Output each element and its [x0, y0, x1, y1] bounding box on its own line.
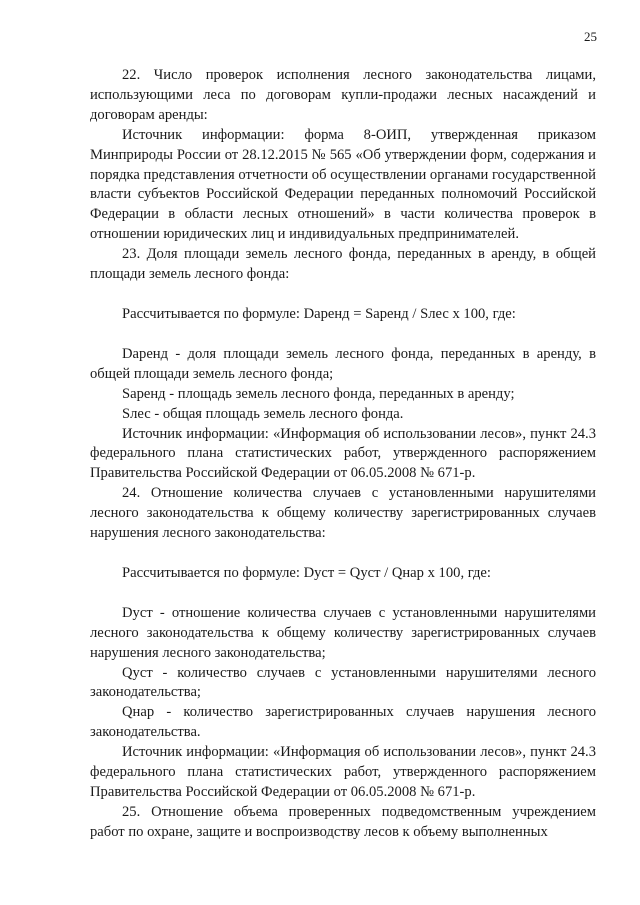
document-body	[90, 66, 596, 843]
paragraph-25-heading: 25. Отношение объема проверенных подведомственным учреждением работ по охране, защите и воспроизводству лесов к объему выполненных	[90, 803, 596, 840]
definition-q-ust: Qуст - количество случаев с установленными нарушителями лесного законодательства;	[90, 664, 596, 701]
paragraph-22-source: Источник информации: форма 8-ОИП, утвержденная приказом Минприроды России от 28.12.2015 № 565 «Об утверждении форм, содержания и порядка представления отчетности об осуществлении органами государственной власти субъектов Российской Федерации переданных полномочий Российской Федерации в области лесных отношений» в части количества проверок в отношении юридических лиц и индивидуальных предпринимателей.	[90, 126, 596, 243]
definition-d-arend: Dаренд - доля площади земель лесного фонда, переданных в аренду, в общей площади земель лесного фонда;	[90, 345, 596, 382]
paragraph-22-heading: 22. Число проверок исполнения лесного законодательства лицами, использующими леса по договорам купли-продажи лесных насаждений и договорам аренды:	[90, 67, 596, 123]
definition-s-les: Sлес - общая площадь земель лесного фонда.	[122, 405, 404, 422]
blank-line	[90, 325, 596, 345]
definition-s-arend: Sаренд - площадь земель лесного фонда, переданных в аренду;	[122, 385, 515, 402]
blank-line	[90, 544, 596, 564]
paragraph-24-heading: 24. Отношение количества случаев с установленными нарушителями лесного законодательства к общему количеству зарегистрированных случаев нарушения лесного законодательства:	[90, 485, 596, 542]
paragraph-24-source: Источник информации: «Информация об использовании лесов», пункт 24.3 федерального плана статистических работ, утвержденного распоряжением Правительства Российской Федерации от 06.05.2008 № 671-р.	[90, 744, 596, 800]
page-number: 25	[584, 29, 597, 44]
definition-q-nar: Qнар - количество зарегистрированных случаев нарушения лесного законодательства.	[90, 704, 596, 741]
paragraph-23-source: Источник информации: «Информация об использовании лесов», пункт 24.3 федерального плана статистических работ, утвержденного распоряжением Правительства Российской Федерации от 06.05.2008 № 671-р.	[90, 425, 596, 482]
paragraph-23-heading: 23. Доля площади земель лесного фонда, переданных в аренду, в общей площади земель лесного фонда:	[90, 246, 596, 283]
definition-d-ust: Dуст - отношение количества случаев с установленными нарушителями лесного законодательства к общему количеству зарегистрированных случаев нарушения лесного законодательства;	[90, 604, 596, 661]
formula-23: Рассчитывается по формуле: Dаренд = Sаренд / Sлес x 100, где:	[122, 305, 516, 322]
formula-24: Рассчитывается по формуле: Dуст = Qуст / Qнар x 100, где:	[122, 564, 491, 581]
blank-line	[90, 285, 596, 305]
blank-line	[90, 584, 596, 604]
